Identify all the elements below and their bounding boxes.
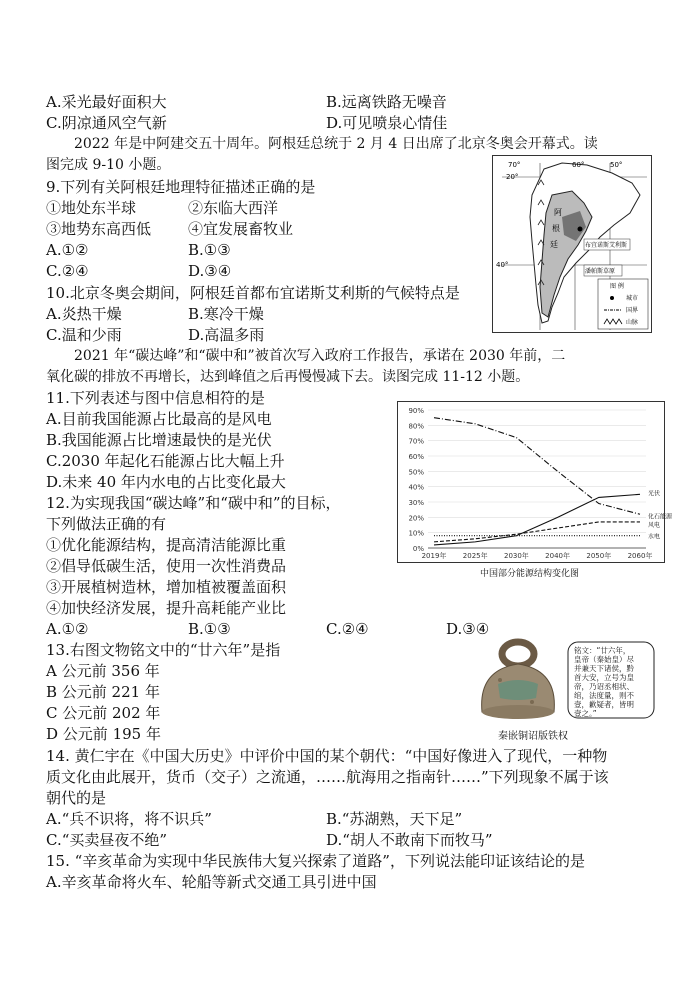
q11-option-b: B.我国能源占比增速最快的是光伏 (46, 431, 272, 449)
q11-option-a: A.目前我国能源占比最高的是风电 (46, 410, 272, 428)
q10-option-c: C.温和少雨 (46, 326, 122, 344)
inscription-line: 壹，歉疑者，皆明 (574, 700, 634, 709)
q12-option-a: A.①② (46, 620, 89, 638)
intro-9-10-line2: 图完成 9-10 小题。 (46, 157, 171, 173)
q12-statement-2: ②倡导低碳生活，使用一次性消费品 (46, 557, 287, 575)
chart-x-tick-label: 2060年 (627, 552, 653, 560)
chart-x-tick-label: 2050年 (586, 552, 612, 560)
inscription-box (566, 640, 656, 720)
q8-option-d: D.可见喷泉心情佳 (326, 114, 448, 132)
energy-chart-title: 中国部分能源结构变化图 (480, 569, 580, 579)
intro-11-12-line2: 氧化碳的排放不再增长，达到峰值之后再慢慢减下去。读图完成 11-12 小题。 (46, 369, 530, 385)
q14-stem-line1: 14. 黄仁宇在《中国大历史》中评价中国的某个朝代：“中国好像进入了现代，一种物 (46, 747, 608, 765)
map-country-label-3: 廷 (550, 240, 558, 249)
q12-option-c: C.②④ (326, 620, 369, 638)
q12-statement-4: ④加快经济发展，提升高耗能产业比 (46, 599, 287, 617)
map-country-label-1: 阿 (554, 208, 562, 217)
q9-statement-3: ③地势东高西低 (46, 220, 152, 238)
inscription-text (574, 646, 634, 718)
map-lat-20-label: 20° (506, 173, 519, 181)
chart-y-tick-label: 70% (408, 437, 424, 446)
q14-stem-line2: 质文化由此展开，货币（交子）之流通，……航海用之指南针……”下列现象不属于该 (46, 768, 609, 786)
chart-x-tick-label: 2030年 (503, 552, 529, 560)
inscription-line: 首大安，立号为皇 (574, 673, 634, 682)
inscription-line: 并兼天下诸侯，黔 (574, 664, 634, 673)
q10-option-d: D.高温多雨 (188, 326, 265, 344)
q12-stem-line1: 12.为实现我国“碳达峰”和“碳中和”的目标， (46, 494, 341, 512)
q14-stem-line3: 朝代的是 (46, 789, 107, 807)
q8-option-b: B.远离铁路无噪音 (326, 93, 447, 111)
q13-option-c: C 公元前 202 年 (46, 704, 161, 722)
chart-y-tick-label: 90% (408, 407, 424, 415)
chart-series-label: 化石能源 (648, 513, 673, 521)
chart-y-tick-label: 10% (408, 529, 424, 538)
q9-statement-1: ①地处东半球 (46, 199, 137, 217)
q12-option-d: D.③④ (446, 620, 490, 638)
map-lon-60-label: 60° (572, 161, 585, 169)
q13-option-d: D 公元前 195 年 (46, 725, 161, 743)
map-city-label: 布宜诺斯艾利斯 (585, 242, 628, 249)
argentina-map (492, 155, 652, 333)
chart-x-tick-label: 2019年 (421, 552, 447, 560)
inscription-line: 绾，法度量，则不 (574, 691, 634, 700)
q9-statement-2: ②东临大西洋 (188, 199, 279, 217)
chart-y-tick-label: 0% (412, 545, 424, 553)
chart-y-tick-label: 30% (408, 499, 424, 507)
q15-stem: 15. “辛亥革命为实现中华民族伟大复兴探索了道路”，下列说法能印证该结论的是 (46, 852, 585, 870)
chart-y-tick-label: 60% (408, 453, 424, 461)
q10-stem: 10.北京冬奥会期间，阿根廷首都布宜诺斯艾利斯的气候特点是 (46, 284, 460, 302)
q14-option-c: C.“买卖昼夜不绝” (46, 831, 168, 849)
q15-option-a: A.辛亥革命将火车、轮船等新式交通工具引进中国 (46, 873, 377, 891)
q14-option-b: B.“苏湖熟，天下足” (326, 810, 463, 828)
chart-series-label: 光伏 (648, 490, 661, 498)
q14-option-a: A.“兵不识将，将不识兵” (46, 810, 212, 828)
map-lat-40-label: 40° (496, 261, 509, 269)
q12-option-b: B.①③ (188, 620, 231, 638)
artifact-caption: 秦嵌铜诏版铁权 (498, 731, 568, 742)
chart-y-tick-label: 40% (408, 483, 424, 492)
q12-statement-3: ③开展植树造林，增加植被覆盖面积 (46, 578, 287, 596)
energy-chart (397, 401, 673, 563)
map-region-label: 潘帕斯草原 (585, 268, 616, 275)
intro-9-10-line1: 2022 年是中阿建交五十周年。阿根廷总统于 2 月 4 日出席了北京冬奥会开幕式。读 (74, 136, 598, 152)
q14-option-d: D.“胡人不敢南下而牧马” (326, 831, 493, 849)
q9-option-c: C.②④ (46, 262, 89, 280)
q10-option-b: B.寒冷干燥 (188, 305, 264, 323)
inscription-line: 壹之。” (574, 709, 597, 718)
energy-chart-svg (398, 402, 673, 562)
q8-option-c: C.阴凉通风空气新 (46, 114, 167, 132)
chart-y-tick-label: 20% (408, 514, 424, 523)
inscription-line: 皇帝（秦始皇）尽 (574, 655, 634, 664)
q12-stem-line2: 下列做法正确的有 (46, 515, 167, 533)
q10-option-a: A.炎热干燥 (46, 305, 122, 323)
map-legend-title: 图 例 (610, 283, 624, 290)
chart-series-label: 水电 (648, 533, 661, 541)
chart-series-line (434, 522, 640, 542)
chart-series-line (434, 418, 640, 515)
q9-statement-4: ④宜发展畜牧业 (188, 220, 294, 238)
q9-option-a: A.①② (46, 241, 89, 259)
q9-stem: 9.下列有关阿根廷地理特征描述正确的是 (46, 178, 316, 196)
q13-option-a: A 公元前 356 年 (46, 662, 160, 680)
q13-option-b: B 公元前 221 年 (46, 683, 160, 701)
iron-weight-artifact-image (468, 640, 568, 722)
map-legend-city: 城市 (626, 295, 639, 302)
chart-y-tick-label: 80% (408, 422, 424, 431)
chart-y-tick-label: 50% (408, 468, 424, 477)
map-legend-mountain: 山脉 (626, 319, 639, 326)
map-lon-70-label: 70° (508, 161, 521, 169)
chart-series-label: 风电 (648, 521, 661, 529)
q11-option-d: D.未来 40 年内水电的占比变化最大 (46, 473, 286, 491)
q9-option-d: D.③④ (188, 262, 232, 280)
map-legend-border: 国界 (626, 307, 639, 314)
q8-option-a: A.采光最好面积大 (46, 93, 167, 111)
map-country-label-2: 根 (552, 224, 560, 233)
q11-stem: 11.下列表述与图中信息相符的是 (46, 389, 265, 407)
q9-option-b: B.①③ (188, 241, 231, 259)
inscription-line: 帝，乃诏丞相状、 (574, 682, 634, 691)
chart-x-tick-label: 2025年 (462, 552, 488, 560)
q12-statement-1: ①优化能源结构，提高清洁能源比重 (46, 536, 287, 554)
q11-option-c: C.2030 年起化石能源占比大幅上升 (46, 452, 285, 470)
inscription-line: 铭文：“廿六年， (574, 646, 631, 655)
q13-stem: 13.右图文物铭文中的“廿六年”是指 (46, 641, 281, 659)
buenos-aires-city-icon (578, 227, 583, 232)
map-lon-50-label: 50° (610, 161, 623, 169)
intro-11-12-line1: 2021 年“碳达峰”和“碳中和”被首次写入政府工作报告，承诺在 2030 年前，二 (74, 348, 566, 364)
chart-x-tick-label: 2040年 (545, 552, 571, 560)
